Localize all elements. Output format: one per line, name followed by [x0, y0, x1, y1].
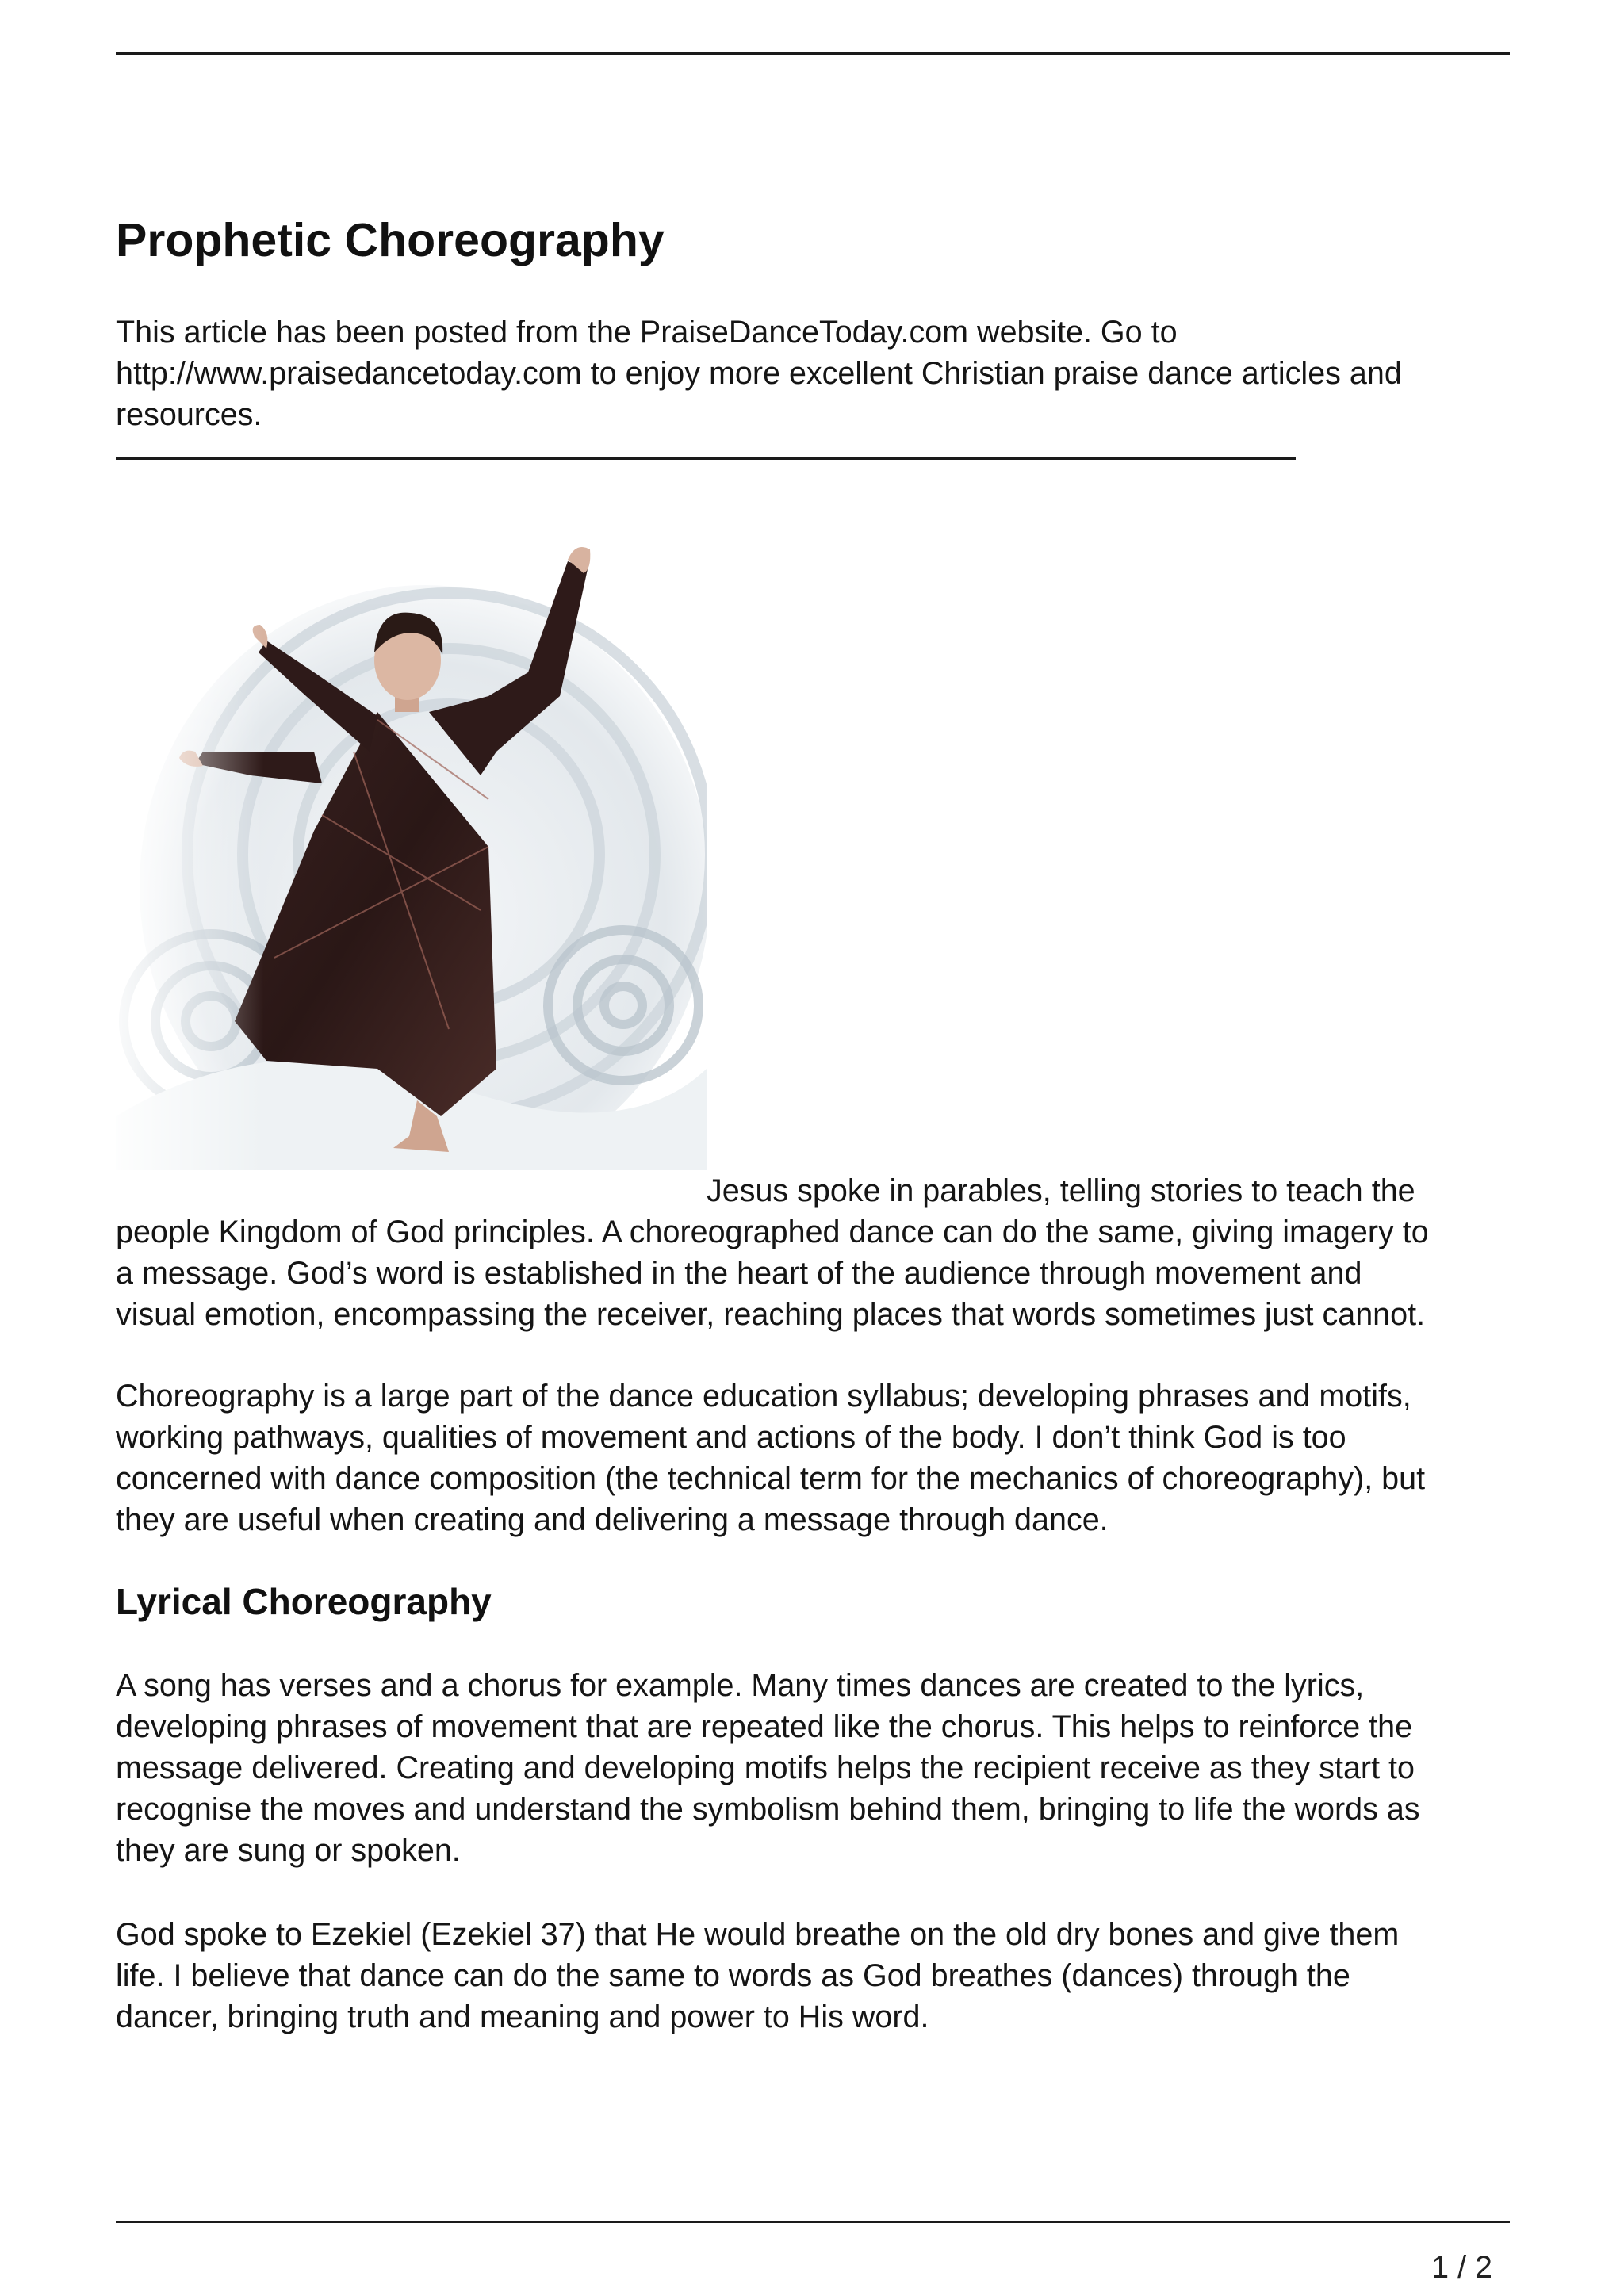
- paragraph-line: life. I believe that dance can do the same to words as God breathes (dances) through the: [116, 1958, 1350, 1993]
- body-paragraph: [116, 1170, 1511, 1335]
- paragraph-line: they are sung or spoken.: [116, 1833, 461, 1868]
- page-title: Prophetic Choreography: [116, 214, 665, 266]
- body-paragraph: [116, 1376, 1511, 1540]
- paragraph-line: concerned with dance composition (the technical term for the mechanics of choreography), but: [116, 1461, 1426, 1496]
- intro-line: http://www.praisedancetoday.com to enjoy more excellent Christian praise dance articles and: [116, 356, 1402, 391]
- paragraph-line: dancer, bringing truth and meaning and power to His word.: [116, 1999, 929, 2034]
- paragraph-line: message delivered. Creating and developing motifs helps the recipient receive as they start to: [116, 1751, 1415, 1785]
- paragraph-line: developing phrases of movement that are repeated like the chorus. This helps to reinforce the: [116, 1709, 1413, 1744]
- footer-rule: [116, 2221, 1510, 2223]
- body-paragraph: [116, 1914, 1511, 2038]
- paragraph-line: they are useful when creating and delivering a message through dance.: [116, 1502, 1109, 1537]
- paragraph-line: visual emotion, encompassing the receiver, reaching places that words sometimes just cannot.: [116, 1297, 1426, 1332]
- paragraph-line: recognise the moves and understand the symbolism behind them, bringing to life the words as: [116, 1792, 1420, 1827]
- intro-line: This article has been posted from the PraiseDanceToday.com website. Go to: [116, 315, 1178, 350]
- header-rule: [116, 52, 1510, 55]
- dancer-photo: [116, 514, 707, 1170]
- paragraph-line: people Kingdom of God principles. A choreographed dance can do the same, giving imagery to: [116, 1215, 1429, 1249]
- intro-divider: [116, 457, 1296, 460]
- intro-line: resources.: [116, 397, 262, 432]
- paragraph-line: A song has verses and a chorus for example. Many times dances are created to the lyrics,: [116, 1668, 1365, 1703]
- page-number: 1 / 2: [1431, 2250, 1492, 2285]
- intro-text: [116, 312, 1511, 435]
- paragraph-line: working pathways, qualities of movement and actions of the body. I don’t think God is too: [116, 1420, 1346, 1455]
- paragraph-line: Jesus spoke in parables, telling stories to teach the: [707, 1173, 1415, 1208]
- section-heading: Lyrical Choreography: [116, 1581, 492, 1622]
- paragraph-line: a message. God’s word is established in the heart of the audience through movement and: [116, 1256, 1362, 1291]
- paragraph-line: Choreography is a large part of the dance education syllabus; developing phrases and motifs,: [116, 1379, 1411, 1414]
- body-paragraph: [116, 1665, 1511, 1871]
- paragraph-line: God spoke to Ezekiel (Ezekiel 37) that He would breathe on the old dry bones and give them: [116, 1917, 1400, 1952]
